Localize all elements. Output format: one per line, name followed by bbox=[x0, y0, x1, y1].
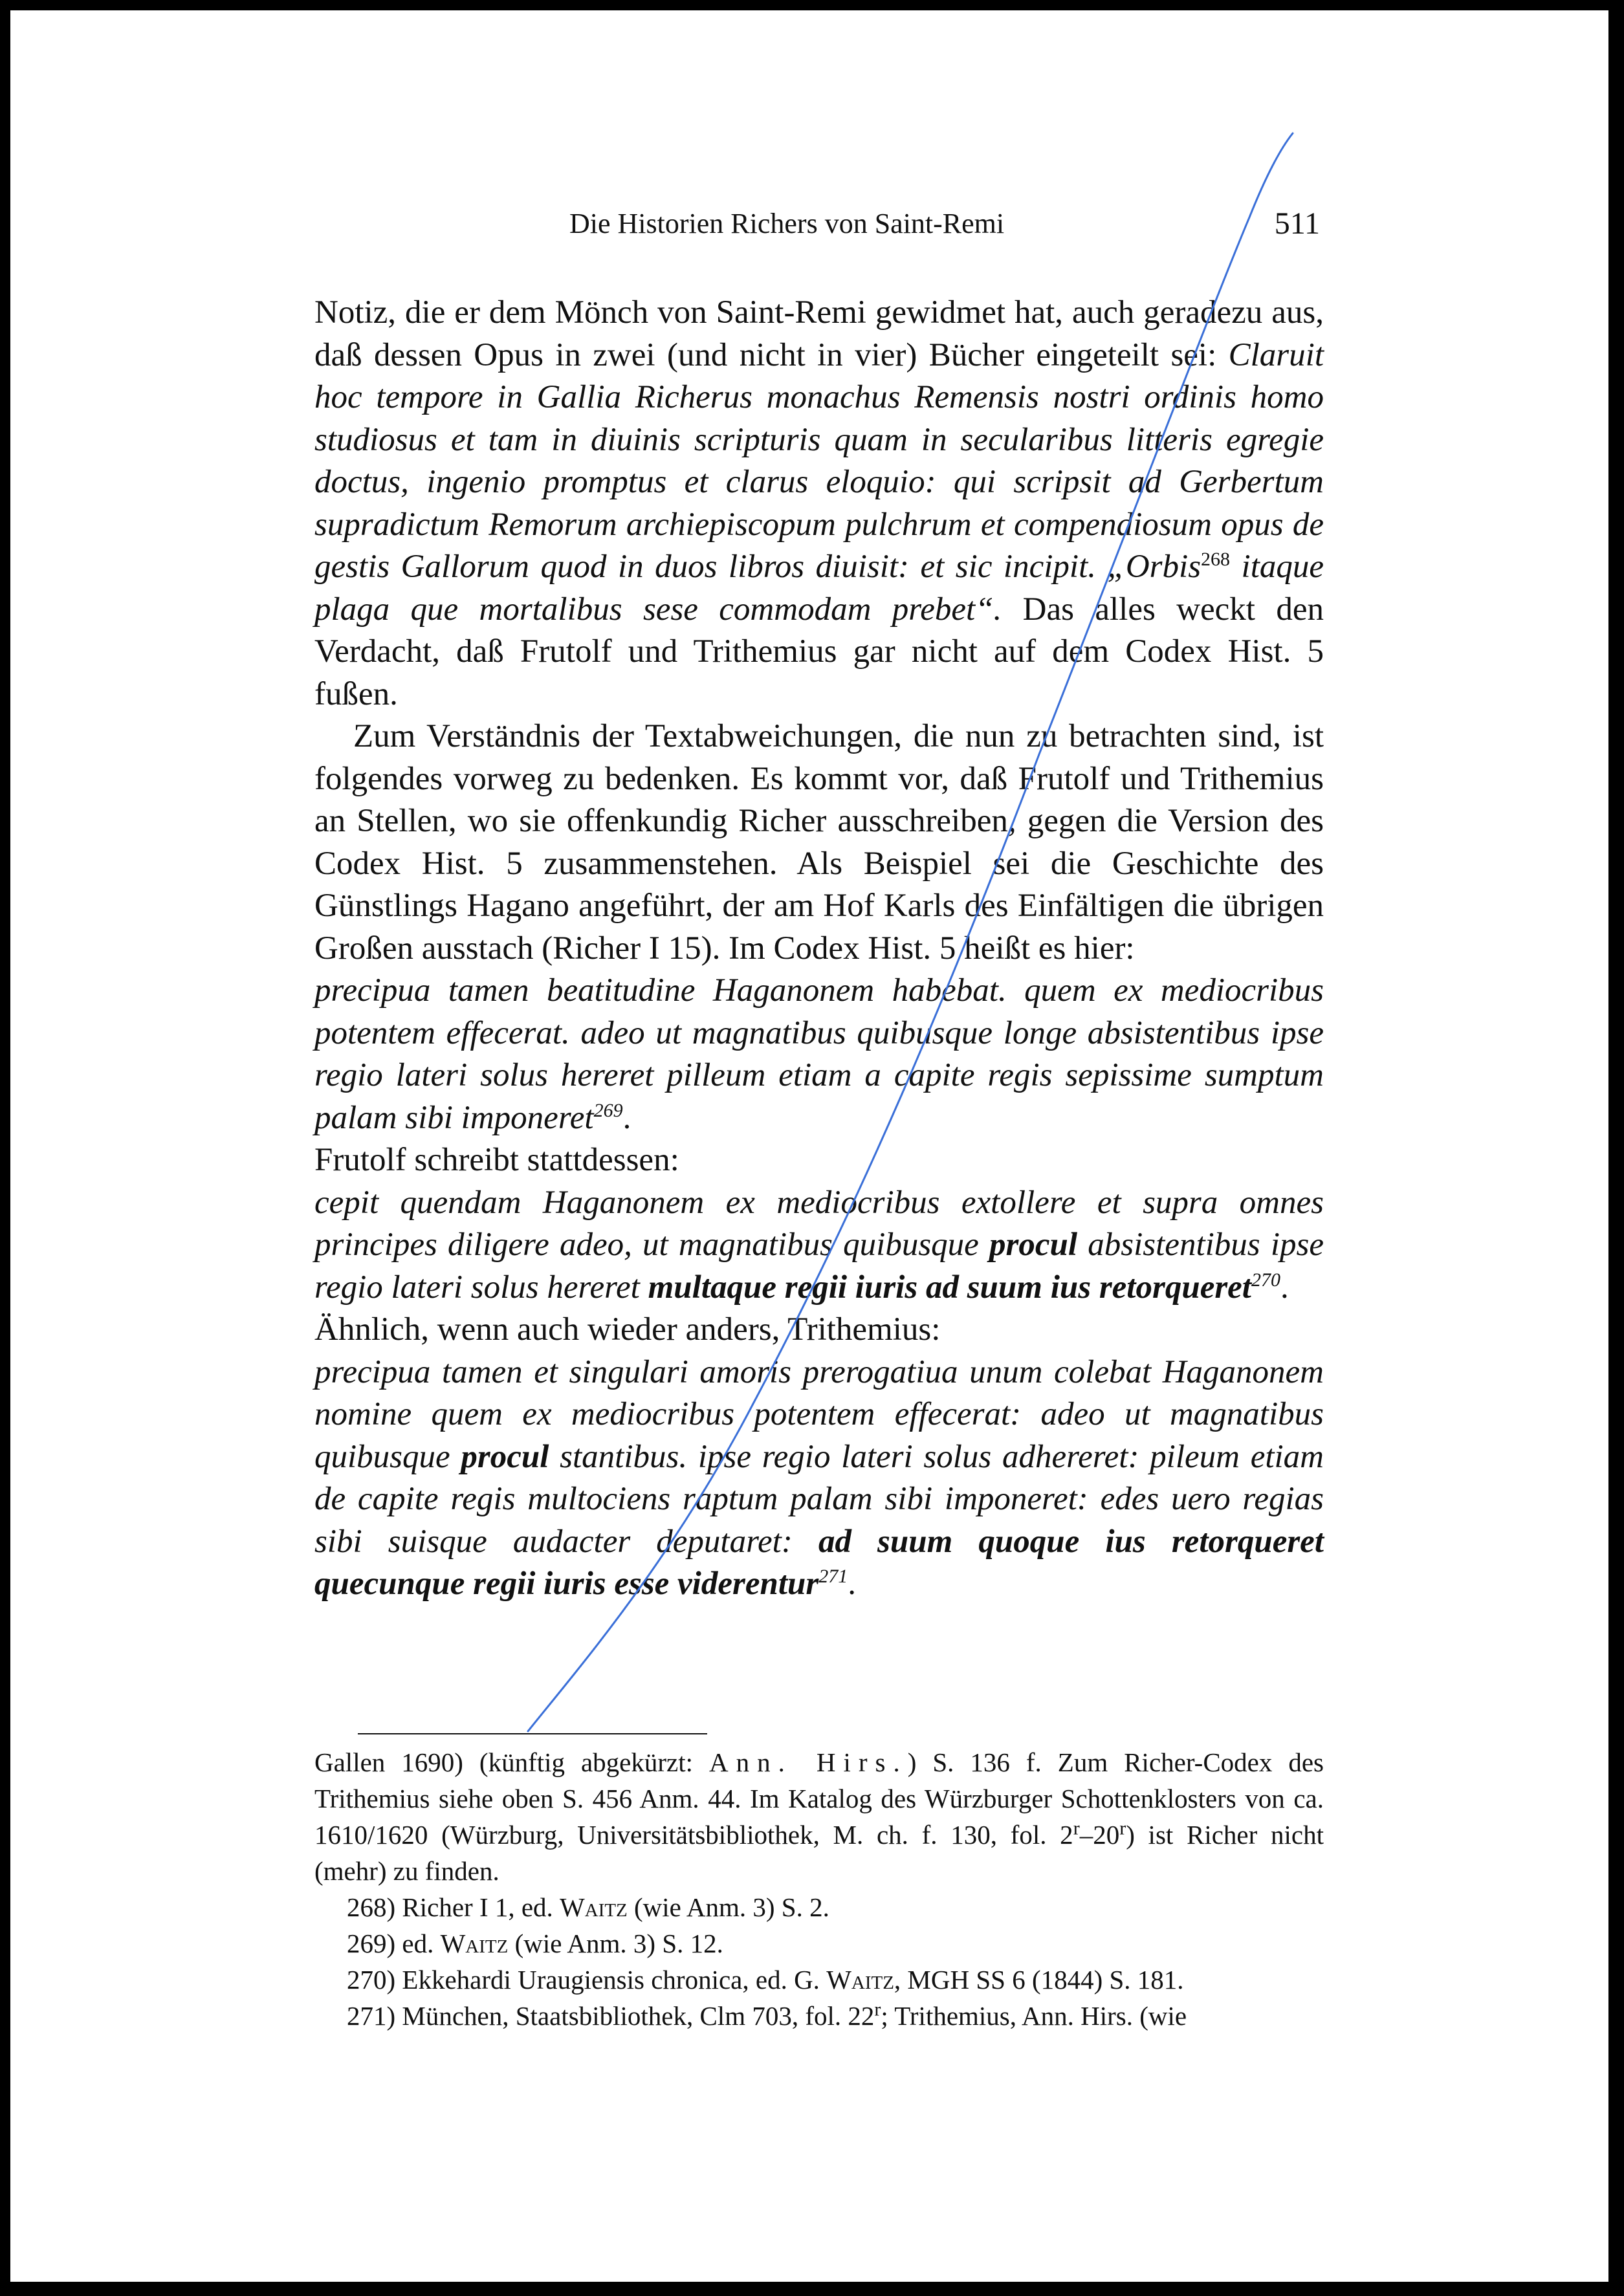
running-title: Die Historien Richers von Saint-Remi bbox=[569, 208, 1005, 239]
fn-cont-d: ) ist Richer nicht (mehr) zu finden. bbox=[314, 1820, 1324, 1886]
fn-sup-r2: r bbox=[1119, 1817, 1126, 1839]
quote-trith-bold-1: procul bbox=[461, 1438, 549, 1475]
document-page bbox=[10, 10, 1608, 2282]
fn-sup-r1: r bbox=[1073, 1817, 1080, 1839]
p1-intro: Notiz, die er dem Mönch von Saint-Remi gewidmet hat, auch geradezu aus, daß dessen Opus in zwei (und nicht in vier) Bücher eingeteilt sei: bbox=[314, 294, 1324, 373]
quote-trith-bold-2: ad suum quoque ius retorqueret quecunque regii iuris esse viderentur bbox=[314, 1523, 1324, 1602]
trithemius-intro: Ähnlich, wenn auch wieder anders, Trithemius: bbox=[314, 1311, 941, 1348]
fn269-b: (wie Anm. 3) S. 12. bbox=[508, 1929, 723, 1958]
fn268-a: 268) Richer I 1, ed. bbox=[347, 1892, 560, 1922]
quote-codex: precipua tamen beatitudine Haganonem habebat. quem ex mediocribus potentem effecerat. adeo ut magnatibus quibusque longe absistentibus ipse regio lateri solus hereret pilleum etiam a capite regis sepissime sumptum palam sibi imponeret$^{269}$. bbox=[314, 972, 1324, 1136]
p1-quote-b: itaque plaga que mortalibus sese commodam prebet“. bbox=[314, 549, 1324, 628]
p1-quote-a: Claruit hoc tempore in Gallia Richerus monachus Remensis nostri ordinis homo studiosus et tam in diuinis scripturis quam in secularibus litteris egregie doctus, ingenio promptus et clarus eloquio: qui scripsit ad Gerbertum supradictum Remorum archiepiscopum pulchrum et compendiosum opus de gestis Gallorum quod in duos libros diuisit: et sic incipit. „Orbis bbox=[314, 336, 1324, 585]
p1-end: Das alles weckt den Verdacht, daß Frutolf und Trithemius gar nicht auf dem Codex Hist. 5 fußen. bbox=[314, 591, 1324, 712]
fn271-a: 271) München, Staatsbibliothek, Clm 703, fol. 22 bbox=[347, 2001, 875, 2031]
fn271-sup: r bbox=[874, 1998, 881, 2020]
footnote-ref-271: 271 bbox=[818, 1566, 848, 1587]
footnote-ref-270: 270 bbox=[1251, 1269, 1280, 1291]
fn270-b: , MGH SS 6 (1844) S. 181. bbox=[894, 1965, 1184, 1995]
fn268-name: Waitz bbox=[560, 1892, 628, 1922]
footnote-ref-268: 268 bbox=[1201, 549, 1231, 570]
fn-cont-a: Gallen 1690) (künftig abgekürzt: bbox=[314, 1747, 710, 1777]
footnote-ref-269: 269 bbox=[593, 1099, 623, 1121]
pen-strike-line bbox=[10, 10, 1608, 2282]
fn-abbr: Ann. Hirs. bbox=[709, 1747, 908, 1777]
quote-trith-a: precipua tamen et singulari amoris prerogatiua unum colebat Haganonem nomine quem ex mediocribus potentem effecerat: adeo ut magnatibus quibusque bbox=[314, 1353, 1324, 1475]
page-number: 511 bbox=[1274, 206, 1320, 241]
fn-cont-b: ) S. 136 f. Zum Richer-Codex des Trithemius siehe oben S. 456 Anm. 44. Im Katalog des Würzburger Schottenklosters von ca. 1610/1620 (Würzburg, Universitätsbibliothek, M. ch. f. 130, fol. 2 bbox=[314, 1747, 1324, 1850]
fn269-a: 269) ed. bbox=[347, 1929, 441, 1958]
quote-frutolf-bold-2: multaque regii iuris ad suum ius retorqueret bbox=[648, 1269, 1251, 1306]
quote-codex-text: precipua tamen beatitudine Haganonem habebat. quem ex mediocribus potentem effecerat. adeo ut magnatibus quibusque longe absistentibus ipse regio lateri solus hereret pilleum etiam a capite regis sepissime sumptum palam sibi imponeret bbox=[314, 972, 1324, 1136]
quote-trith-b: stantibus. ipse regio lateri solus adhereret: pileum etiam de capite regis multociens raptum palam sibi imponeret: edes uero regias sibi suisque audacter deputaret: bbox=[314, 1438, 1324, 1560]
fn-cont-c: –20 bbox=[1079, 1820, 1120, 1850]
quote-frutolf-a: cepit quendam Haganonem ex mediocribus extollere et supra omnes principes diligere adeo, ut magnatibus quibusque bbox=[314, 1184, 1324, 1263]
quote-trithemius: precipua tamen et singulari amoris prerogatiua unum colebat Haganonem nomine quem ex mediocribus potentem effecerat: adeo ut magnatibus quibusque procul stantibus. ipse regio lateri solus adhereret: pileum etiam de capite regis multociens raptum palam sibi imponeret: edes uero regias sibi suisque audacter deputaret: ad suum quoque ius retorqueret quecunque regii iuris esse viderentur$^{271}$. bbox=[314, 1353, 1324, 1602]
fn270-name: Waitz bbox=[826, 1965, 894, 1995]
quote-frutolf: cepit quendam Haganonem ex mediocribus extollere et supra omnes principes diligere adeo, ut magnatibus quibusque procul absistentibus ipse regio lateri solus hereret multaque regii iuris ad suum ius retorqueret$^{270}$. bbox=[314, 1184, 1324, 1306]
fn268-b: (wie Anm. 3) S. 2. bbox=[627, 1892, 829, 1922]
paragraph-2: Zum Verständnis der Textabweichungen, die nun zu betrachten sind, ist folgendes vorweg zu bedenken. Es kommt vor, daß Frutolf und Trithemius an Stellen, wo sie offenkundig Richer ausschreiben, gegen die Version des Codex Hist. 5 zusammenstehen. Als Beispiel sei die Geschichte des Günstlings Hagano angeführt, der am Hof Karls des Einfältigen die übrigen Großen ausstach (Richer I 15). Im Codex Hist. 5 heißt es hier: bbox=[314, 718, 1324, 967]
fn271-b: ; Trithemius, Ann. Hirs. (wie bbox=[881, 2001, 1187, 2031]
fn269-name: Waitz bbox=[440, 1929, 509, 1958]
fn270-a: 270) Ekkehardi Uraugiensis chronica, ed. G. bbox=[347, 1965, 827, 1995]
pen-stroke-path bbox=[528, 133, 1293, 1731]
frutolf-intro: Frutolf schreibt stattdessen: bbox=[314, 1142, 679, 1178]
quote-frutolf-bold-1: procul bbox=[989, 1227, 1078, 1263]
quote-frutolf-b: absistentibus ipse regio lateri solus hereret bbox=[314, 1227, 1324, 1306]
